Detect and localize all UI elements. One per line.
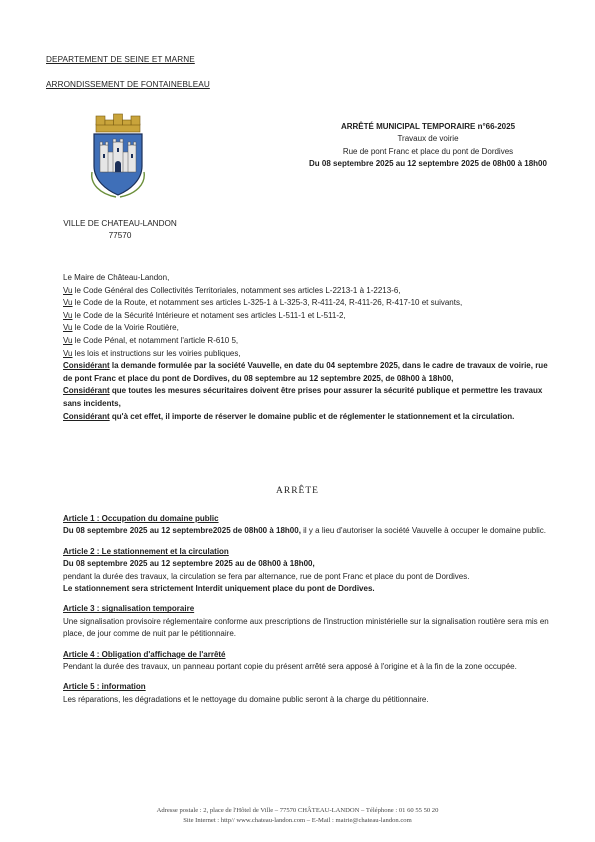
- vu-keyword: Vu: [63, 323, 73, 333]
- vu-line: [63, 322, 553, 335]
- article-title: Article 5 : information: [63, 682, 146, 692]
- considerant-line: [63, 411, 553, 424]
- considerant-text: la demande formulée par la société Vauvelle, en date du 04 septembre 2025, dans le cadre de travaux de voirie, rue de pont Franc et place du pont de Dordives, du 08 septembre au 12 septembre 2025, de 08h00 à 18h00,: [63, 361, 548, 383]
- articles: [63, 513, 553, 714]
- arrete-decree-title: ARRÊTE: [276, 486, 319, 496]
- arrete-location: Rue de pont Franc et place du pont de Dordives: [342, 146, 514, 156]
- article-parking-ban: Le stationnement sera strictement Interdit uniquement place du pont de Dordives.: [63, 584, 375, 594]
- arrete-header: [278, 121, 578, 171]
- article-title: Article 2 : Le stationnement et la circulation: [63, 546, 229, 556]
- article-title: Article 3 : signalisation temporaire: [63, 604, 195, 614]
- article-title: Article 4 : Obligation d'affichage de l'arrêté: [63, 649, 226, 659]
- article-body: Pendant la durée des travaux, un panneau portant copie du présent arrêté sera apposé à l'origine et à la fin de la zone occupée.: [63, 662, 517, 672]
- article-body: Les réparations, les dégradations et le nettoyage du domaine public seront à la charge du pétitionnaire.: [63, 694, 429, 704]
- town-name: VILLE DE CHATEAU-LANDON: [63, 219, 177, 228]
- town-postcode: 77570: [108, 231, 132, 240]
- vu-text: le Code de la Route, et notamment ses articles L-325-1 à L-325-3, R-411-24, R-411-26, R-417-10 et suivants,: [72, 298, 463, 308]
- vu-keyword: Vu: [63, 335, 73, 345]
- article-1: [63, 513, 553, 538]
- considerant-line: [63, 360, 553, 385]
- article-2: [63, 546, 553, 596]
- vu-text: le Code de la Voirie Routière,: [72, 323, 179, 333]
- article-5: [63, 681, 553, 706]
- considerant-keyword: Considérant: [63, 386, 110, 396]
- article-title: Article 1 : Occupation du domaine public: [63, 514, 219, 523]
- arrondissement-heading: ARRONDISSEMENT DE FONTAINEBLEAU: [46, 80, 210, 89]
- vu-keyword: Vu: [63, 285, 73, 295]
- article-body: il y a lieu d'autoriser la société Vauvelle à occuper le domaine public.: [300, 526, 546, 536]
- arrete-subject: Travaux de voirie: [397, 134, 459, 144]
- vu-text: le Code Pénal, et notamment l'article R-610 5,: [72, 335, 239, 345]
- department-heading: DEPARTEMENT DE SEINE ET MARNE: [46, 55, 195, 64]
- vu-keyword: Vu: [63, 310, 73, 320]
- arrete-dates: Du 08 septembre 2025 au 12 septembre 2025 de 08h00 à 18h00: [309, 159, 547, 169]
- arrete-number: ARRÊTÉ MUNICIPAL TEMPORAIRE n°66-2025: [340, 122, 516, 131]
- town-coat-of-arms-icon: [88, 112, 148, 198]
- vu-line: [63, 335, 553, 348]
- vu-text: le Code Général des Collectivités Territoriales, notamment ses articles L-2213-1 à 1-2213-6,: [72, 285, 401, 295]
- article-dates: Du 08 septembre 2025 au 12 septembre2025 de 08h00 à 18h00,: [63, 526, 301, 536]
- article-body: pendant la durée des travaux, la circulation se fera par alternance, rue de pont Franc et place du pont de Dordives.: [63, 571, 470, 581]
- town-name-block: [60, 218, 180, 242]
- vu-line: [63, 348, 553, 361]
- vu-line: [63, 285, 553, 298]
- vu-keyword: Vu: [63, 348, 73, 358]
- footer-address: Adresse postale : 2, place de l'Hôtel de Ville – 77570 CHÂTEAU-LANDON – Téléphone : 01 60 55 50 20: [156, 807, 439, 814]
- considerant-keyword: Considérant: [63, 361, 110, 371]
- considerant-text: qu'à cet effet, il importe de réserver le domaine public et de réglementer le stationnement et la circulation.: [109, 411, 515, 421]
- article-4: [63, 649, 553, 674]
- considerant-line: [63, 385, 553, 410]
- vu-text: les lois et instructions sur les voiries publiques,: [72, 348, 241, 358]
- footer-contact: Site Internet : http// www.chateau-landon.com – E-Mail : mairie@chateau-landon.com: [183, 817, 412, 824]
- vu-line: [63, 297, 553, 310]
- vu-keyword: Vu: [63, 298, 73, 308]
- vu-line: [63, 310, 553, 323]
- page-footer: [0, 806, 595, 826]
- article-dates: Du 08 septembre 2025 au 12 septembre 2025 au de 08h00 à 18h00,: [63, 559, 315, 569]
- considerant-text: que toutes les mesures sécuritaires doivent être prises pour assurer la sécurité publique et permettre les travaux sans incidents,: [63, 386, 543, 408]
- vu-text: le Code de la Sécurité Intérieure et notament ses articles L-511-1 et L-511-2,: [72, 310, 346, 320]
- considerant-keyword: Considérant: [63, 411, 110, 421]
- maire-line: Le Maire de Château-Landon,: [63, 273, 170, 282]
- preamble: [63, 272, 553, 423]
- article-text: [63, 525, 553, 537]
- article-3: [63, 603, 553, 640]
- article-body: Une signalisation provisoire réglementaire conforme aux prescriptions de l'instruction ministérielle sur la signalisation routière sera mis en place, de jour comme de nuit par le pétitionnaire.: [63, 616, 549, 639]
